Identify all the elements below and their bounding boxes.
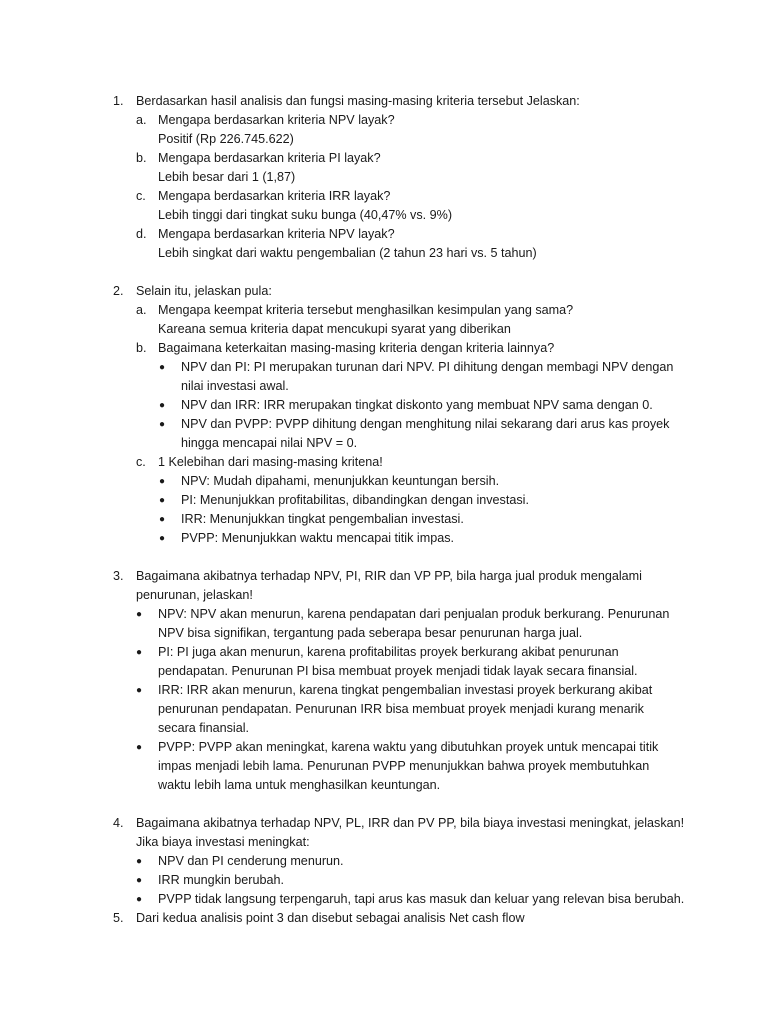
q1-b-letter: b. bbox=[136, 151, 147, 165]
q1-c-question: Mengapa berdasarkan kriteria IRR layak? bbox=[158, 189, 391, 203]
q2-b-letter: b. bbox=[136, 341, 147, 355]
q3-bullet-4-line2: impas menjadi lebih lama. Penurunan PVPP menunjukkan bahwa proyek membutuhkan bbox=[158, 759, 650, 773]
bullet-icon: ● bbox=[159, 400, 166, 411]
q3-bullet-3-line2: penurunan pendapatan. Penurunan IRR bisa membuat proyek menjadi kurang menarik bbox=[158, 702, 644, 716]
q2-c-bullet-3: IRR: Menunjukkan tingkat pengembalian investasi. bbox=[181, 512, 464, 526]
q1-d-letter: d. bbox=[136, 227, 147, 241]
q4-number: 4. bbox=[113, 816, 124, 830]
q2-c-bullet-1: NPV: Mudah dipahami, menunjukkan keuntungan bersih. bbox=[181, 474, 500, 488]
q2-a-answer: Kareana semua kriteria dapat mencukupi syarat yang diberikan bbox=[158, 322, 511, 336]
q1-number: 1. bbox=[113, 94, 124, 108]
q3-bullet-3-line3: secara finansial. bbox=[158, 721, 250, 735]
q2-c-bullet-2: PI: Menunjukkan profitabilitas, dibandingkan dengan investasi. bbox=[181, 493, 529, 507]
q1-c-letter: c. bbox=[136, 189, 146, 203]
q2-text: Selain itu, jelaskan pula: bbox=[136, 284, 272, 298]
bullet-icon: ● bbox=[159, 419, 166, 430]
q3-text-line1: Bagaimana akibatnya terhadap NPV, PI, RIR dan VP PP, bila harga jual produk mengalami bbox=[136, 569, 642, 583]
bullet-icon: ● bbox=[136, 894, 143, 905]
q2-a-question: Mengapa keempat kriteria tersebut menghasilkan kesimpulan yang sama? bbox=[158, 303, 574, 317]
q2-number: 2. bbox=[113, 284, 124, 298]
q1-a-question: Mengapa berdasarkan kriteria NPV layak? bbox=[158, 113, 395, 127]
q1-a-answer: Positif (Rp 226.745.622) bbox=[158, 132, 294, 146]
bullet-icon: ● bbox=[159, 495, 166, 506]
q1-c-answer: Lebih tinggi dari tingkat suku bunga (40,47% vs. 9%) bbox=[158, 208, 453, 222]
q4-bullet-2: IRR mungkin berubah. bbox=[158, 873, 285, 887]
q1-b-answer: Lebih besar dari 1 (1,87) bbox=[158, 170, 296, 184]
q3-text-line2: penurunan, jelaskan! bbox=[136, 588, 253, 602]
q4-text-line1: Bagaimana akibatnya terhadap NPV, PL, IRR dan PV PP, bila biaya investasi meningkat, jelaskan! bbox=[136, 816, 685, 830]
q3-bullet-4-line3: waktu lebih lama untuk menghasilkan keuntungan. bbox=[158, 778, 441, 792]
q2-c-question: 1 Kelebihan dari masing-masing kritena! bbox=[158, 455, 383, 469]
q2-b-bullet-2-line1: NPV dan IRR: IRR merupakan tingkat diskonto yang membuat NPV sama dengan 0. bbox=[181, 398, 653, 412]
q3-number: 3. bbox=[113, 569, 124, 583]
bullet-icon: ● bbox=[159, 476, 166, 487]
q2-c-bullet-4: PVPP: Menunjukkan waktu mencapai titik impas. bbox=[181, 531, 454, 545]
q2-c-letter: c. bbox=[136, 455, 146, 469]
bullet-icon: ● bbox=[136, 875, 143, 886]
bullet-icon: ● bbox=[159, 514, 166, 525]
q1-d-answer: Lebih singkat dari waktu pengembalian (2 tahun 23 hari vs. 5 tahun) bbox=[158, 246, 537, 260]
bullet-icon: ● bbox=[136, 685, 143, 696]
q1-b-question: Mengapa berdasarkan kriteria PI layak? bbox=[158, 151, 381, 165]
bullet-icon: ● bbox=[136, 647, 143, 658]
q2-b-bullet-3-line2: hingga mencapai nilai NPV = 0. bbox=[181, 436, 358, 450]
q2-b-bullet-3-line1: NPV dan PVPP: PVPP dihitung dengan menghitung nilai sekarang dari arus kas proyek bbox=[181, 417, 670, 431]
q4-bullet-3: PVPP tidak langsung terpengaruh, tapi arus kas masuk dan keluar yang relevan bisa berubah. bbox=[158, 892, 685, 906]
q1-text: Berdasarkan hasil analisis dan fungsi masing-masing kriteria tersebut Jelaskan: bbox=[136, 94, 580, 108]
q2-b-bullet-1-line2: nilai investasi awal. bbox=[181, 379, 289, 393]
q1-d-question: Mengapa berdasarkan kriteria NPV layak? bbox=[158, 227, 395, 241]
q1-a-letter: a. bbox=[136, 113, 147, 127]
q3-bullet-1-line1: NPV: NPV akan menurun, karena pendapatan dari penjualan produk berkurang. Penurunan bbox=[158, 607, 670, 621]
q5-number: 5. bbox=[113, 911, 124, 925]
q3-bullet-4-line1: PVPP: PVPP akan meningkat, karena waktu yang dibutuhkan proyek untuk mencapai titik bbox=[158, 740, 659, 754]
q4-bullet-1: NPV dan PI cenderung menurun. bbox=[158, 854, 344, 868]
bullet-icon: ● bbox=[136, 609, 143, 620]
q2-a-letter: a. bbox=[136, 303, 147, 317]
q3-bullet-3-line1: IRR: IRR akan menurun, karena tingkat pengembalian investasi proyek berkurang akibat bbox=[158, 683, 653, 697]
q3-bullet-1-line2: NPV bisa signifikan, tergantung pada seberapa besar penurunan harga jual. bbox=[158, 626, 583, 640]
q3-bullet-2-line2: pendapatan. Penurunan PI bisa membuat proyek menjadi tidak layak secara finansial. bbox=[158, 664, 638, 678]
bullet-icon: ● bbox=[136, 742, 143, 753]
q2-b-question: Bagaimana keterkaitan masing-masing kriteria dengan kriteria lainnya? bbox=[158, 341, 555, 355]
q4-text-line2: Jika biaya investasi meningkat: bbox=[136, 835, 310, 849]
q3-bullet-2-line1: PI: PI juga akan menurun, karena profitabilitas proyek berkurang akibat penurunan bbox=[158, 645, 619, 659]
q2-b-bullet-1-line1: NPV dan PI: PI merupakan turunan dari NPV. PI dihitung dengan membagi NPV dengan bbox=[181, 360, 674, 374]
bullet-icon: ● bbox=[159, 533, 166, 544]
q5-text: Dari kedua analisis point 3 dan disebut sebagai analisis Net cash flow bbox=[136, 911, 525, 925]
bullet-icon: ● bbox=[159, 362, 166, 373]
bullet-icon: ● bbox=[136, 856, 143, 867]
